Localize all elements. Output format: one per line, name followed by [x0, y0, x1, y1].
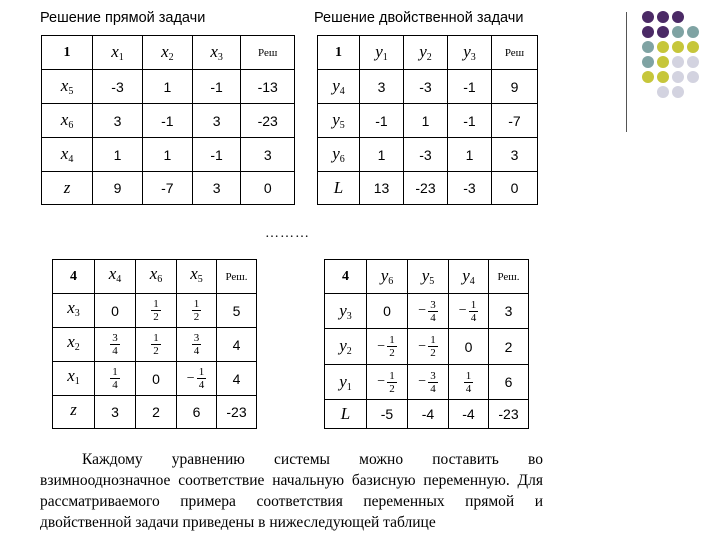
var-index: 2 [74, 342, 80, 354]
cell-value: -3 [448, 172, 492, 205]
cell-value: 5 [232, 302, 241, 319]
solution-header: Реш. [489, 260, 529, 294]
minus-sign: − [418, 338, 427, 354]
cell-value: 3 [111, 404, 119, 421]
decor-dot [687, 71, 699, 83]
solution-header: Реш [492, 36, 538, 70]
var-name: x [60, 110, 69, 130]
numerator: 1 [153, 332, 159, 345]
var-name: x [111, 42, 119, 61]
cell [367, 294, 408, 329]
var-index: 5 [197, 274, 203, 285]
column-variable [142, 36, 192, 70]
numerator: 1 [153, 298, 159, 311]
cell [408, 400, 449, 429]
var-index: 5 [429, 276, 435, 287]
decor-dot [687, 41, 699, 53]
body-paragraph: Каждому уравнению системы можно поставить во взимнооднозначное соответствие начальную базисную переменную. Для рассматриваемого примера соответствия переменных прямой и двойственной задачи приведены в нижеследующей таблице [40, 451, 543, 531]
fraction [387, 370, 397, 395]
var-name: x [67, 366, 75, 386]
denominator: 2 [193, 311, 200, 324]
denominator: 2 [389, 382, 395, 395]
header-row [53, 260, 257, 294]
var-name: x [67, 332, 75, 352]
minus-sign: − [377, 338, 386, 354]
var-name: y [463, 42, 471, 61]
cell-value: 0 [383, 303, 391, 320]
cell-value: -3 [404, 138, 448, 172]
row-variable [325, 329, 367, 364]
decor-dot [642, 11, 654, 23]
denominator: 2 [389, 347, 395, 360]
column-variable [448, 36, 492, 70]
denominator: 2 [153, 311, 159, 324]
fraction [428, 334, 438, 359]
primal-title: Решение прямой задачи [40, 10, 206, 26]
cell [489, 329, 529, 364]
minus-sign: − [418, 303, 427, 319]
numerator: 3 [430, 369, 436, 382]
table-row [53, 328, 257, 362]
var-name: x [161, 42, 169, 61]
denominator: 4 [112, 345, 118, 358]
cell [449, 329, 489, 364]
dual-title: Решение двойственной задачи [314, 10, 524, 26]
cell [449, 294, 489, 329]
var-index: 6 [339, 154, 345, 166]
table-row [42, 70, 295, 104]
numerator: 1 [193, 298, 200, 311]
cell [367, 329, 408, 364]
column-variable [93, 36, 143, 70]
column-variable [367, 260, 408, 294]
var-name: x [210, 42, 218, 61]
denominator: 2 [153, 345, 159, 358]
cell [489, 400, 529, 429]
decor-dot [672, 41, 684, 53]
cell-value: 3 [241, 138, 295, 172]
table-row [53, 396, 257, 429]
fraction [151, 332, 161, 357]
minus-sign: − [377, 374, 386, 390]
numerator: 1 [389, 369, 395, 382]
cell-value: -23 [226, 404, 247, 421]
decor-dot [687, 26, 699, 38]
table-row [325, 294, 529, 329]
cell [136, 328, 177, 362]
var-index: 1 [346, 381, 352, 393]
decor-dot [642, 41, 654, 53]
denominator: 4 [198, 379, 205, 392]
table-row [318, 138, 538, 172]
denominator: 4 [430, 382, 436, 395]
fraction [428, 299, 438, 324]
header-row [318, 36, 538, 70]
cell-value: -23 [498, 406, 519, 423]
row-variable [318, 172, 360, 205]
var-index: 3 [346, 310, 352, 322]
var-name: x [67, 298, 75, 317]
cell-value: 1 [360, 138, 404, 172]
table-row [325, 400, 529, 429]
var-index: 2 [168, 52, 174, 63]
decor-dot [672, 71, 684, 83]
cell-value: 0 [492, 172, 538, 205]
fraction [192, 298, 202, 323]
table-row [325, 329, 529, 364]
minus-sign: − [458, 303, 467, 319]
cell-value: -3 [404, 70, 448, 104]
solution-header: Реш. [217, 260, 257, 294]
cell-value: -1 [360, 104, 404, 138]
solution-header: Реш [241, 36, 295, 70]
cell-value: 3 [93, 104, 143, 138]
fraction [151, 298, 161, 323]
cell [95, 362, 136, 396]
row-variable [325, 294, 367, 329]
denominator: 4 [430, 311, 436, 324]
cell-value: 0 [111, 302, 119, 319]
cell [177, 396, 217, 429]
table-row [53, 362, 257, 396]
var-name: y [332, 110, 340, 130]
fraction [428, 370, 438, 395]
table-row [42, 138, 295, 172]
cell [177, 294, 217, 328]
row-variable [53, 294, 95, 328]
cell [408, 294, 449, 329]
row-variable [318, 70, 360, 104]
cell-value: -1 [448, 70, 492, 104]
var-index: 4 [116, 274, 122, 285]
var-name: L [333, 178, 344, 198]
denominator: 4 [193, 345, 200, 358]
cell-value: 9 [492, 70, 538, 104]
cell [449, 364, 489, 399]
cell [136, 362, 177, 396]
cell [489, 294, 529, 329]
numerator: 1 [389, 334, 395, 347]
var-index: 3 [74, 308, 80, 319]
cell-value: 1 [404, 104, 448, 138]
column-variable [136, 260, 177, 294]
column-variable [177, 260, 217, 294]
cell [489, 364, 529, 399]
numerator: 1 [470, 298, 477, 311]
row-variable [53, 396, 95, 429]
cell-value: 3 [192, 172, 241, 205]
cell [367, 364, 408, 399]
var-index: 4 [339, 86, 345, 98]
table-row [42, 172, 295, 205]
row-variable [325, 400, 367, 429]
var-index: 1 [74, 376, 80, 388]
cell [136, 396, 177, 429]
cell [449, 400, 489, 429]
fraction [110, 332, 120, 357]
fraction [197, 366, 207, 391]
cell-value: -1 [192, 138, 241, 172]
var-index: 2 [426, 52, 432, 63]
cell-value: 3 [360, 70, 404, 104]
iteration-number: 4 [325, 260, 367, 294]
cell [136, 294, 177, 328]
cell-value: 3 [192, 104, 241, 138]
var-name: x [108, 264, 117, 283]
table-row [318, 172, 538, 205]
var-name: y [339, 300, 347, 320]
cell-value: 9 [93, 172, 143, 205]
fraction [110, 366, 120, 391]
var-name: y [421, 266, 430, 285]
var-index: 1 [382, 52, 388, 63]
table-row [318, 104, 538, 138]
column-variable [192, 36, 241, 70]
minus-sign: − [186, 370, 195, 386]
table-row [42, 104, 295, 138]
column-variable [404, 36, 448, 70]
cell-value: 3 [504, 303, 513, 320]
header-row [42, 36, 295, 70]
decor-dot [672, 11, 684, 23]
var-index: 3 [470, 52, 476, 63]
ellipsis: ……… [265, 226, 310, 241]
var-index: 4 [68, 154, 74, 166]
cell-value: 0 [464, 338, 473, 355]
decor-dot [657, 41, 669, 53]
var-name: y [419, 42, 427, 61]
decor-dot [687, 56, 699, 68]
cell-value: 0 [241, 172, 295, 205]
table-row [325, 364, 529, 399]
numerator: 1 [430, 334, 436, 347]
var-index: 1 [118, 52, 124, 63]
var-index: 6 [388, 276, 394, 287]
cell-value: -1 [142, 104, 192, 138]
cell-value: 1 [93, 138, 143, 172]
cell-value: -4 [462, 406, 475, 423]
var-name: x [190, 264, 198, 283]
iteration-number: 1 [318, 36, 360, 70]
var-name: L [340, 404, 351, 424]
minus-sign: − [418, 374, 427, 390]
cell [217, 396, 257, 429]
var-name: y [339, 371, 347, 391]
cell-value: -4 [421, 406, 435, 423]
row-variable [53, 362, 95, 396]
iteration-number: 1 [42, 36, 93, 70]
decor-dot [657, 26, 669, 38]
cell [177, 328, 217, 362]
top-dual-table [317, 35, 538, 205]
table-row [318, 70, 538, 104]
cell-value: 0 [152, 370, 160, 387]
cell-value: -3 [93, 70, 143, 104]
cell [95, 328, 136, 362]
fraction [469, 299, 479, 324]
denominator: 4 [465, 382, 472, 395]
header-row [325, 260, 529, 294]
cell-value: 2 [152, 404, 160, 421]
cell-value: 3 [492, 138, 538, 172]
cell-value: -23 [241, 104, 295, 138]
cell-value: -13 [241, 70, 295, 104]
column-variable [449, 260, 489, 294]
var-name: y [380, 266, 389, 285]
var-name: y [462, 266, 470, 285]
cell-value: 6 [192, 404, 201, 421]
numerator: 1 [465, 369, 472, 382]
cell-value: 4 [232, 370, 241, 387]
var-index: 5 [339, 120, 345, 132]
row-variable [42, 70, 93, 104]
denominator: 4 [112, 379, 118, 392]
cell-value: 1 [142, 70, 192, 104]
var-name: y [332, 144, 340, 164]
row-variable [53, 328, 95, 362]
var-name: x [149, 264, 158, 283]
bottom-primal-table [52, 259, 257, 429]
table-row [53, 294, 257, 328]
cell-value: -1 [448, 104, 492, 138]
var-name: x [60, 76, 69, 96]
decor-dot [657, 71, 669, 83]
numerator: 3 [430, 298, 436, 311]
row-variable [42, 104, 93, 138]
decor-dot [657, 86, 669, 98]
var-index: 6 [68, 120, 74, 132]
cell-value: -5 [380, 406, 394, 423]
var-name: y [375, 42, 383, 61]
decor-dot [657, 56, 669, 68]
cell [217, 294, 257, 328]
cell-value: -1 [192, 70, 241, 104]
decor-dot [642, 56, 654, 68]
decor-dot [672, 26, 684, 38]
cell-value: 2 [504, 338, 513, 355]
decor-dot [672, 86, 684, 98]
column-variable [95, 260, 136, 294]
row-variable [42, 172, 93, 205]
cell [177, 362, 217, 396]
row-variable [325, 364, 367, 399]
cell [408, 364, 449, 399]
numerator: 1 [112, 366, 118, 379]
cell-value: 6 [504, 374, 513, 391]
cell [367, 400, 408, 429]
fraction [464, 370, 474, 395]
fraction [192, 332, 202, 357]
var-index: 6 [157, 274, 163, 285]
denominator: 4 [470, 311, 477, 324]
cell-value: -7 [142, 172, 192, 205]
cell-value: 1 [142, 138, 192, 172]
var-index: 2 [346, 346, 352, 358]
decor-dot [642, 26, 654, 38]
var-index: 3 [217, 52, 223, 63]
var-name: z [70, 400, 77, 420]
decor-dot [672, 56, 684, 68]
iteration-number: 4 [53, 260, 95, 294]
cell-value: -23 [404, 172, 448, 205]
cell [217, 328, 257, 362]
cell-value: 4 [232, 336, 241, 353]
cell [95, 294, 136, 328]
denominator: 2 [430, 347, 436, 360]
numerator: 3 [112, 332, 118, 345]
decor-divider [626, 12, 627, 132]
bottom-dual-table [324, 259, 529, 429]
cell [95, 396, 136, 429]
fraction [387, 334, 397, 359]
var-name: y [339, 336, 347, 356]
decor-dot [657, 11, 669, 23]
cell [408, 329, 449, 364]
cell [217, 362, 257, 396]
var-index: 5 [68, 86, 74, 98]
var-name: x [60, 144, 69, 164]
column-variable [408, 260, 449, 294]
numerator: 3 [193, 332, 200, 345]
row-variable [318, 138, 360, 172]
cell-value: -7 [492, 104, 538, 138]
var-index: 4 [469, 276, 475, 287]
var-name: z [63, 178, 71, 198]
row-variable [42, 138, 93, 172]
var-name: y [332, 76, 340, 96]
top-primal-table [41, 35, 295, 205]
column-variable [360, 36, 404, 70]
decor-dot [642, 71, 654, 83]
cell-value: 13 [360, 172, 404, 205]
numerator: 1 [198, 366, 205, 379]
row-variable [318, 104, 360, 138]
cell-value: 1 [448, 138, 492, 172]
